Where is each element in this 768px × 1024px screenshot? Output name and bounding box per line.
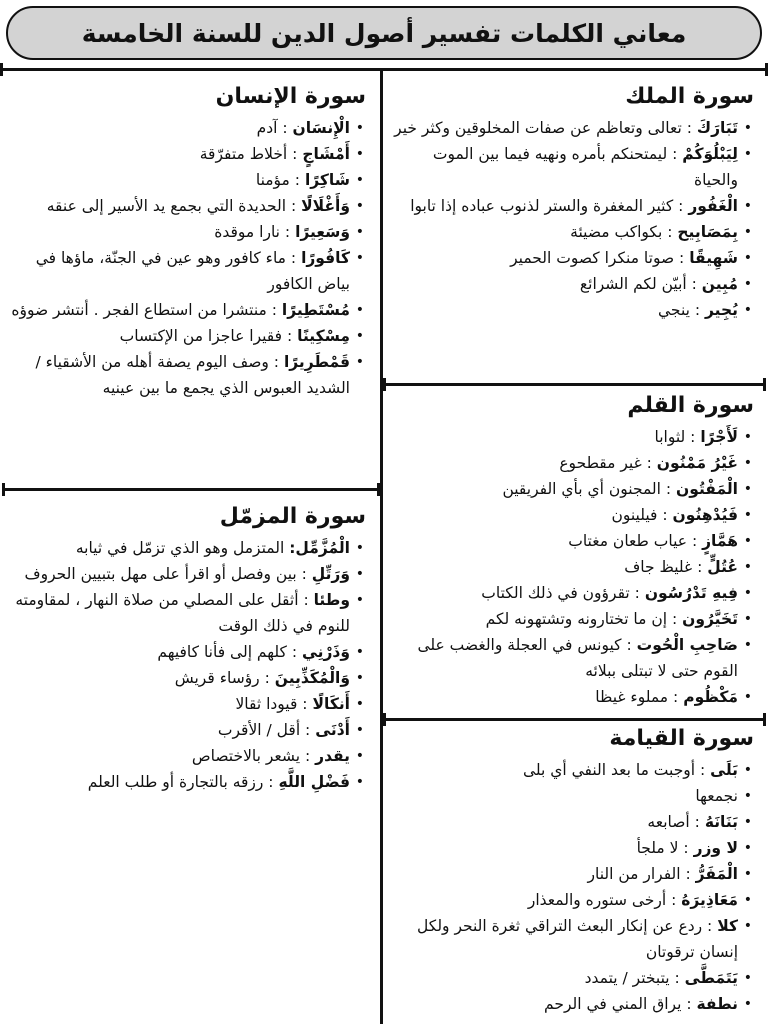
section-heading: سورة الملك xyxy=(625,84,754,109)
list-item xyxy=(4,193,350,219)
term-word: شَهِيقًا xyxy=(689,249,738,267)
term-meaning: : أوجبت ما بعد النفي أي بلى xyxy=(522,761,706,779)
list-item xyxy=(4,769,350,795)
list-item xyxy=(390,606,738,632)
title-banner xyxy=(6,6,762,60)
section-heading: سورة القلم xyxy=(627,393,754,418)
list-item xyxy=(4,297,350,323)
word-list xyxy=(4,535,366,795)
term-word: وَسَعِيرًا xyxy=(295,223,350,241)
top-divider xyxy=(0,68,768,71)
list-item xyxy=(4,167,350,193)
term-meaning: : المجنون أي بأي الفريقين xyxy=(502,480,672,498)
term-meaning: : مملوء غيظا xyxy=(595,688,679,706)
list-item xyxy=(4,561,350,587)
term-meaning: : أقل / الأقرب xyxy=(217,721,311,739)
term-meaning: : صوتا منكرا كصوت الحمير xyxy=(510,249,685,267)
term-word: وطئا xyxy=(313,591,350,609)
list-item xyxy=(4,743,350,769)
divider-qalam-qiyama xyxy=(383,718,766,721)
term-meaning: : أصابعه xyxy=(647,813,700,831)
list-item xyxy=(4,141,350,167)
list-item xyxy=(4,115,350,141)
term-word: فَضْلِ اللَّهِ xyxy=(278,773,350,791)
term-word: بَلَى xyxy=(710,761,738,779)
list-item xyxy=(390,271,738,297)
term-word: الْمَفْتُون xyxy=(676,480,738,498)
term-word: الْمُزَّمِّل: xyxy=(289,539,350,557)
term-word: وَالْمُكَذِّبِينَ xyxy=(274,669,350,687)
term-meaning: : ردع عن إنكار البعث التراقي ثغرة النحر ولكل إنسان ترقوتان xyxy=(417,917,738,961)
list-item xyxy=(390,632,738,684)
section-heading: سورة المزمّل xyxy=(219,504,366,529)
term-word: هَمَّازٍ xyxy=(702,532,738,550)
term-word: أَنكَالًا xyxy=(312,695,350,713)
list-item xyxy=(390,809,738,835)
term-meaning: : لا ملجأ xyxy=(636,839,689,857)
section-mulk xyxy=(390,84,754,323)
term-meaning: : غير مقطحوع xyxy=(559,454,652,472)
term-meaning: : عياب طعان مغتاب xyxy=(568,532,698,550)
term-word: تَخَيَّرُون xyxy=(682,610,738,628)
term-word: لِيَبْلُوَكُمْ xyxy=(682,145,738,163)
list-item xyxy=(390,219,738,245)
term-meaning: : مؤمنا xyxy=(255,171,301,189)
list-item xyxy=(390,913,738,965)
term-word: صَاحِبِ الْحُوت xyxy=(636,636,738,654)
term-meaning: : يشعر بالاختصاص xyxy=(191,747,311,765)
list-item xyxy=(4,323,350,349)
term-meaning: : رؤساء قريش xyxy=(174,669,270,687)
section-qalam xyxy=(390,393,754,710)
list-item xyxy=(390,554,738,580)
list-item xyxy=(4,691,350,717)
list-item xyxy=(390,424,738,450)
term-word: غَيْرُ مَمْنُون xyxy=(656,454,738,472)
list-item xyxy=(4,717,350,743)
term-meaning: : أثقل على المصلي من صلاة النهار ، لمقاومته للنوم في ذلك الوقت xyxy=(15,591,350,635)
term-meaning: : وصف اليوم يصفة أهله من الأشقياء / الشديد العبوس الذي يجمع ما بين عينيه xyxy=(35,353,350,397)
term-meaning: : الفرار من النار xyxy=(587,865,691,883)
word-list xyxy=(4,115,366,401)
page-title: معاني الكلمات تفسير أصول الدين للسنة الخامسة xyxy=(81,18,687,48)
term-meaning: نجمعها xyxy=(695,787,738,805)
term-meaning: : ينجي xyxy=(658,301,701,319)
list-item xyxy=(390,115,738,141)
term-meaning: : بين وفصل أو اقرأ على مهل بتبيين الحروف xyxy=(24,565,307,583)
term-meaning: : لثوابا xyxy=(654,428,696,446)
term-word: يَتَمَطَّى xyxy=(684,969,738,987)
section-muzzammil xyxy=(4,504,366,795)
divider-mulk-qalam xyxy=(383,383,766,386)
list-item xyxy=(390,991,738,1017)
term-word: فَيُدْهِنُون xyxy=(672,506,738,524)
term-meaning: : تعالى وتعاظم عن صفات المخلوقين وكثر خير xyxy=(394,119,692,137)
word-list xyxy=(390,424,754,710)
term-meaning: : فقيرا عاجزا من الإكتساب xyxy=(119,327,293,345)
term-word: مَكْظُوم xyxy=(683,688,738,706)
list-item xyxy=(390,835,738,861)
section-heading: سورة الإنسان xyxy=(215,84,366,109)
term-meaning: : بكواكب مضيئة xyxy=(570,223,673,241)
list-item xyxy=(390,450,738,476)
term-meaning: : منتشرا من استطاع الفجر . أنتشر ضوؤه xyxy=(11,301,277,319)
column-divider xyxy=(380,68,383,1024)
term-meaning: : يتبختر / يتمدد xyxy=(584,969,680,987)
divider-insan-muzzammil xyxy=(2,488,380,491)
word-list xyxy=(390,757,754,1017)
list-item xyxy=(4,219,350,245)
section-qiyama xyxy=(390,726,754,1017)
term-meaning: : ليمتحنكم بأمره ونهيه فيما بين الموت والحياة xyxy=(432,145,738,189)
section-insan xyxy=(4,84,366,401)
term-meaning: : فيلينون xyxy=(611,506,668,524)
term-word: عُتُلٍّ xyxy=(707,558,738,576)
term-word: مُبِين xyxy=(701,275,738,293)
list-item xyxy=(4,665,350,691)
term-meaning: : أخلاط متفرّقة xyxy=(199,145,298,163)
term-word: مُسْتَطِيرًا xyxy=(281,301,350,319)
term-word: تَبَارَكَ xyxy=(696,119,738,137)
term-meaning: المتزمل وهو الذي تزمّل في ثيابه xyxy=(75,539,285,557)
term-meaning: : يراق المني في الرحم xyxy=(544,995,692,1013)
list-item xyxy=(390,245,738,271)
term-word: لَأَجْرًا xyxy=(700,428,738,446)
list-item xyxy=(4,349,350,401)
term-word: الْغَفُور xyxy=(688,197,738,215)
term-meaning: : رزقه بالتجارة أو طلب العلم xyxy=(87,773,274,791)
word-list xyxy=(390,115,754,323)
list-item xyxy=(390,684,738,710)
list-item xyxy=(390,965,738,991)
list-item xyxy=(390,580,738,606)
term-meaning: : كيونس في العجلة والغضب على القوم حتى لا تبتلى ببلائه xyxy=(417,636,738,680)
term-word: بَنَانَهُ xyxy=(704,813,738,831)
term-meaning: : كثير المغفرة والستر لذنوب عباده إذا تابوا xyxy=(410,197,684,215)
term-word: مَعَاذِيرَهُ xyxy=(681,891,738,909)
list-item xyxy=(4,639,350,665)
term-word: أَدْنَى xyxy=(315,721,350,739)
term-word: وَأَغْلَالًا xyxy=(301,197,350,215)
term-word: يُجِير xyxy=(705,301,738,319)
list-item xyxy=(390,528,738,554)
term-meaning: : نارا موقدة xyxy=(214,223,291,241)
list-item xyxy=(390,193,738,219)
list-item xyxy=(390,757,738,783)
term-word: وَذَرْنِي xyxy=(301,643,350,661)
term-word: شَاكِرًا xyxy=(304,171,350,189)
term-word: مِسْكِينًا xyxy=(297,327,350,345)
term-word: كلا xyxy=(717,917,738,935)
list-item xyxy=(4,245,350,297)
list-item xyxy=(4,535,350,561)
term-meaning: : تقرؤون في ذلك الكتاب xyxy=(481,584,640,602)
term-word: أَمْشَاجٍ xyxy=(302,145,350,163)
term-word: فِيهِ تَدْرُسُون xyxy=(644,584,738,602)
term-word: وَرَتِّلِ xyxy=(311,565,350,583)
term-meaning: : أبيّن لكم الشرائع xyxy=(579,275,697,293)
term-meaning: : أرخى ستوره والمعذار xyxy=(527,891,677,909)
section-heading: سورة القيامة xyxy=(609,726,754,751)
list-item xyxy=(390,141,738,193)
list-item xyxy=(4,587,350,639)
term-word: الْمَفَرُّ xyxy=(695,865,738,883)
term-word: بِمَصَابِيح xyxy=(677,223,738,241)
list-item xyxy=(390,783,738,809)
list-item xyxy=(390,297,738,323)
list-item xyxy=(390,861,738,887)
term-meaning: : قيودا ثقالا xyxy=(235,695,308,713)
term-word: نطفة xyxy=(696,995,738,1013)
term-meaning: : آدم xyxy=(256,119,288,137)
term-word: قَمْطَرِيرًا xyxy=(283,353,350,371)
list-item xyxy=(390,502,738,528)
term-word: كَافُورًا xyxy=(301,249,350,267)
term-meaning: : إن ما تختارونه وتشتهونه لكم xyxy=(485,610,678,628)
term-meaning: : ماء كافور وهو عين في الجنّة، ماؤها في بياض الكافور xyxy=(35,249,350,293)
term-word: الْإِنسَان xyxy=(292,119,350,137)
list-item xyxy=(390,476,738,502)
term-word: يقدر xyxy=(315,747,350,765)
term-word: لا وزر xyxy=(693,839,738,857)
list-item xyxy=(390,887,738,913)
term-meaning: : كلهم إلى فأنا كافيهم xyxy=(157,643,298,661)
term-meaning: : غليظ جاف xyxy=(624,558,703,576)
term-meaning: : الحديدة التي بجمع يد الأسير إلى عنقه xyxy=(46,197,297,215)
